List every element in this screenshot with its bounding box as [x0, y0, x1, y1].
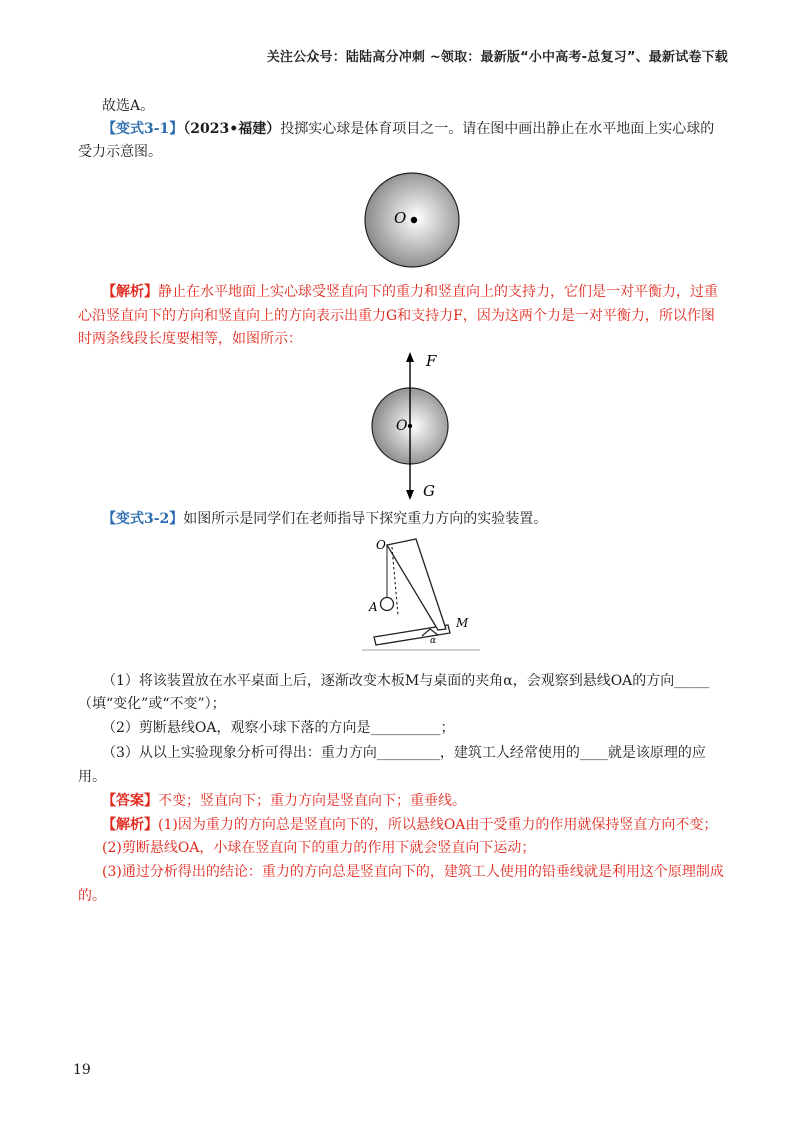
variant1-text: 投掷实心球是体育项目之一。请在图中画出静止在水平地面上实心球的受力示意图。: [78, 121, 715, 160]
force-diagram: [360, 350, 460, 502]
variant2-tag: 【变式3-2】: [102, 511, 184, 527]
answer-tag: 【答案】: [102, 793, 158, 809]
analysis2-line2: (2)剪断悬线OA，小球在竖直向下的重力的作用下就会竖直向下运动；: [102, 840, 536, 856]
question-2: （2）剪断悬线OA，观察小球下落的方向是__________；: [102, 720, 455, 736]
force-f-arrowhead: [406, 352, 414, 362]
intro-line: 故选A。: [102, 98, 155, 114]
question-1: （1）将该装置放在水平桌面上后，逐渐改变木板M与桌面的夹角α，会观察到悬线OA的方向_____（填“变化”或“不变”）；: [78, 673, 710, 712]
variant1-source: （2023•福建）: [183, 121, 281, 137]
ball-figure: [362, 170, 462, 270]
point-o-label: O: [376, 538, 386, 552]
analysis1-tag: 【解析】: [102, 284, 158, 300]
question-3: （3）从以上实验现象分析可得出：重力方向_________，建筑工人经常使用的____就是该原理的应用。: [78, 745, 706, 785]
answer-text: 不变；竖直向下；重力方向是竖直向下；重垂线。: [158, 793, 466, 809]
plumb-apparatus-figure: [362, 533, 480, 657]
answer-line: [78, 790, 726, 813]
page-header: 关注公众号：陆陆高分冲刺 ~领取：最新版“小中高考-总复习”、最新试卷下载: [266, 50, 728, 65]
center-label: O: [394, 209, 407, 227]
variant1-tag: 【变式3-1】: [102, 121, 184, 137]
center-dot: [408, 424, 412, 428]
analysis1-text: 静止在水平地面上实心球受竖直向下的重力和竖直向上的支持力，它们是一对平衡力，过重心沿竖直向下的方向和竖直向上的方向表示出重力G和支持力F，因为这两个力是一对平衡力，所以作图时两条线段长度要相等，如图所示：: [78, 284, 718, 347]
variant2-question: [78, 508, 726, 531]
analysis2-tag: 【解析】: [102, 817, 158, 833]
force-g-arrowhead: [406, 490, 414, 500]
analysis2-line1: [78, 814, 726, 837]
analysis2-line1-text: (1)因为重力的方向总是竖直向下的，所以悬线OA由于受重力的作用就保持竖直方向不变；: [158, 817, 718, 833]
variant2-text: 如图所示是同学们在老师指导下探究重力方向的实验装置。: [183, 511, 548, 527]
ball-a: [381, 598, 394, 611]
angle-label: α: [430, 636, 437, 646]
variant1-question: [78, 118, 726, 164]
board-m: [387, 539, 446, 630]
page-number: 19: [73, 1062, 91, 1078]
analysis1-paragraph: [78, 281, 726, 352]
force-g-label: G: [423, 482, 435, 500]
force-f-label: F: [426, 352, 437, 370]
analysis2-line3: (3)通过分析得出的结论：重力的方向总是竖直向下的，建筑工人使用的铅垂线就是利用这个原理制成的。: [78, 864, 724, 904]
point-a-label: A: [369, 600, 378, 614]
board-m-label: M: [456, 616, 469, 630]
center-label: O: [396, 418, 408, 434]
center-dot: [411, 217, 417, 223]
